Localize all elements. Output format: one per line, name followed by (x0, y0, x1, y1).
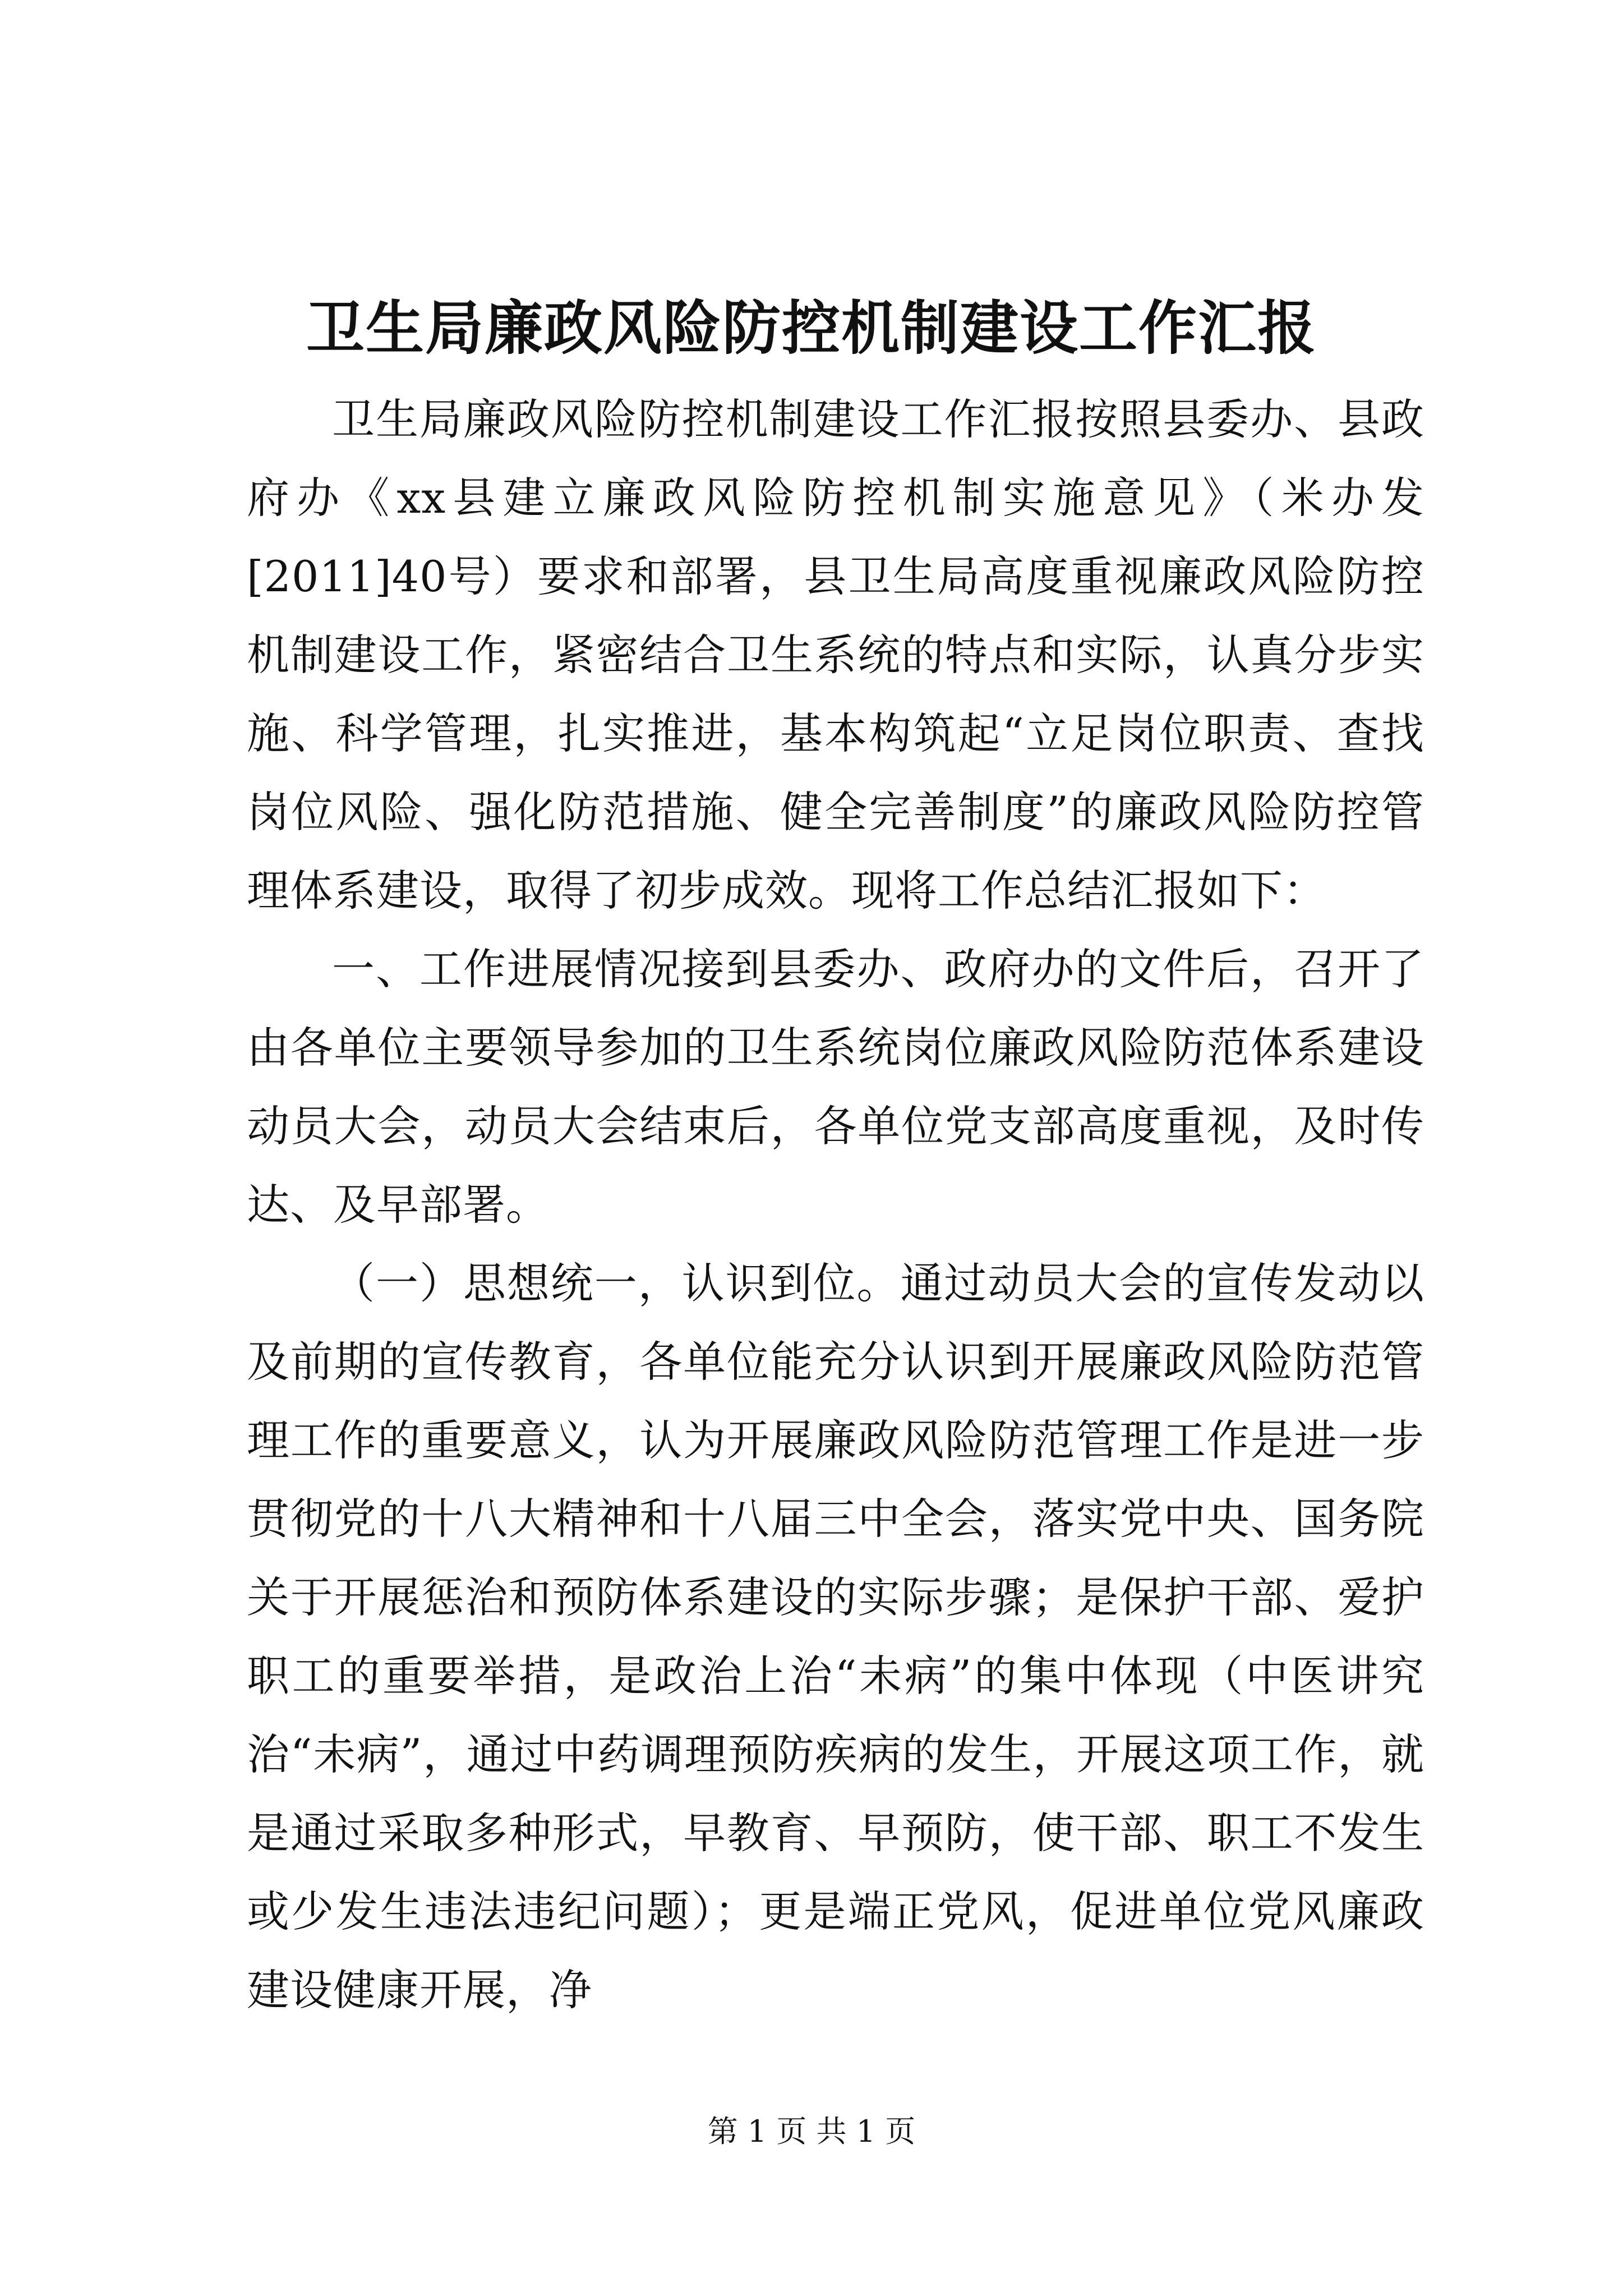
document-title: 卫生局廉政风险防控机制建设工作汇报 (306, 293, 1317, 362)
page-footer: 第 1 页 共 1 页 (707, 2114, 916, 2149)
document-body (247, 380, 1424, 2030)
paragraph-intro: 卫生局廉政风险防控机制建设工作汇报按照县委办、县政府办《xx县建立廉政风险防控机制实施意见》（米办发[2011]40号）要求和部署，县卫生局高度重视廉政风险防控机制建设工作，紧密结合卫生系统的特点和实际，认真分步实施、科学管理，扎实推进，基本构筑起“立足岗位职责、查找岗位风险、强化防范措施、健全完善制度”的廉政风险防控管理体系建设，取得了初步成效。现将工作总结汇报如下： (247, 394, 1424, 915)
paragraph-subsection-1: （一）思想统一，认识到位。通过动员大会的宣传发动以及前期的宣传教育，各单位能充分认识到开展廉政风险防范管理工作的重要意义，认为开展廉政风险防范管理工作是进一步贯彻党的十八大精神和十八届三中全会，落实党中央、国务院关于开展惩治和预防体系建设的实际步骤；是保护干部、爱护职工的重要举措，是政治上治“未病”的集中体现（中医讲究治“未病”，通过中药调理预防疾病的发生，开展这项工作，就是通过采取多种形式，早教育、早预防，使干部、职工不发生或少发生违法违纪问题）；更是端正党风，促进单位党风廉政建设健康开展，净 (247, 1258, 1424, 2015)
paragraph-section-1: 一、工作进展情况接到县委办、政府办的文件后，召开了由各单位主要领导参加的卫生系统岗位廉政风险防范体系建设动员大会，动员大会结束后，各单位党支部高度重视，及时传达、及早部署。 (247, 944, 1424, 1230)
